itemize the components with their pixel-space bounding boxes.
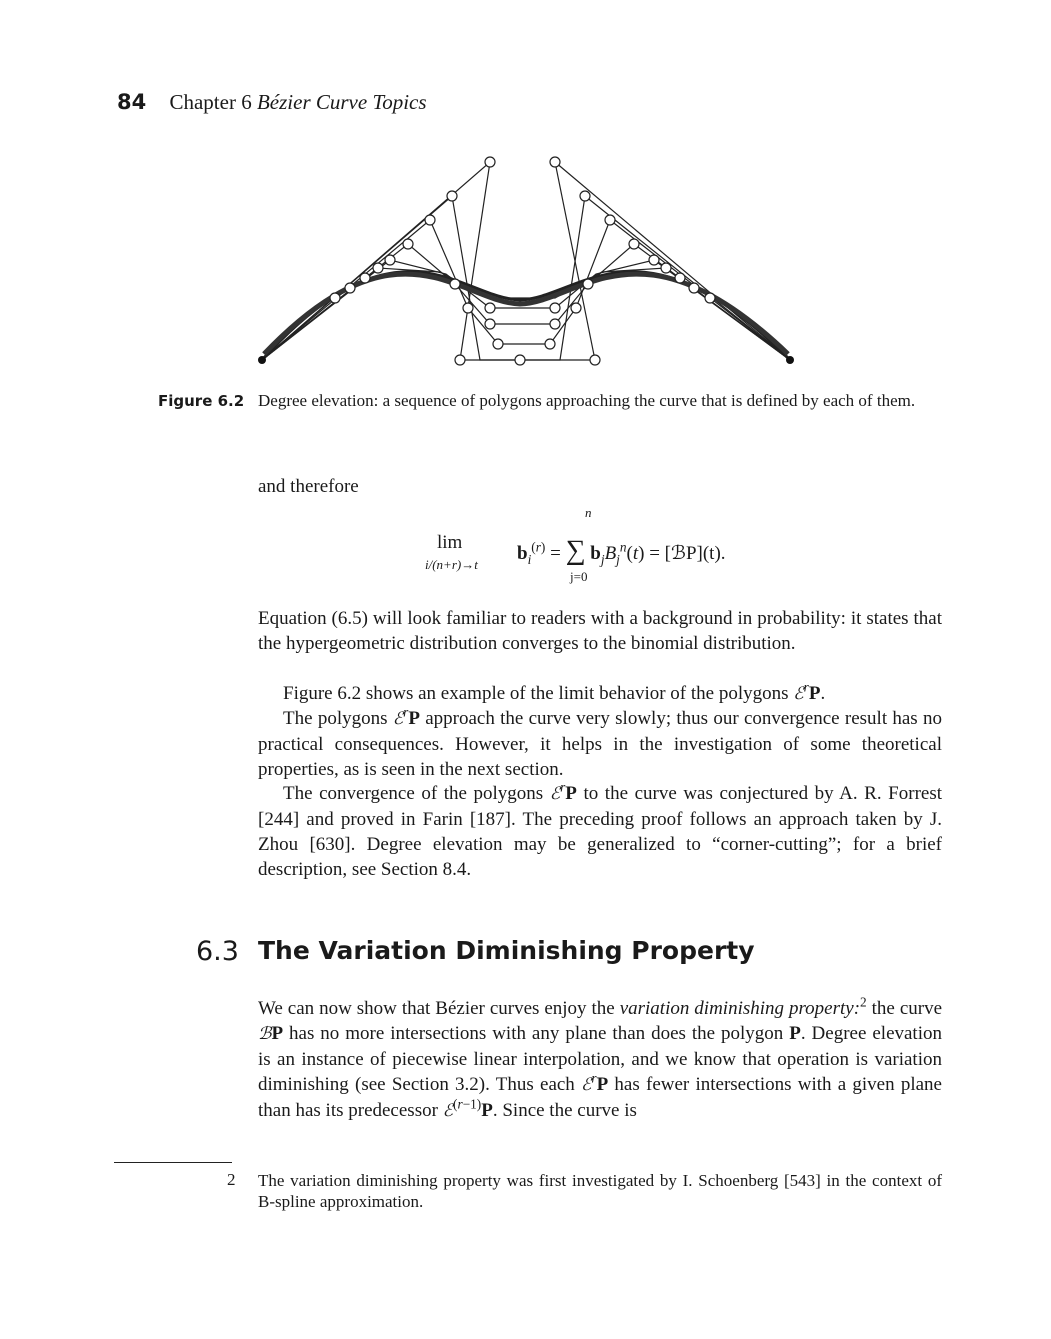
eq-lim: lim — [437, 532, 463, 553]
footnote-rule — [114, 1162, 232, 1163]
eq-body: $b_i^{(r)}$ = ∑ $b_jB_j^n(t)$ = [ℬP](t). — [517, 535, 726, 567]
endpoint-start — [258, 356, 266, 364]
paragraph-4: The convergence of the polygons ℰ$^r$P to the curve was conjectured by A. R. Forrest [244] and proved in Farin [187]. The preceding proof follows an approach taken by J. Zhou [630]. Degree elevation may be generalized to “corner-cutting”; for a brief description, see Section 8.4. — [258, 779, 942, 880]
endpoint-end — [786, 356, 794, 364]
bezier-curve — [262, 272, 790, 360]
eq-sum-bottom: j=0 — [570, 569, 588, 584]
elevated-polygon-1 — [262, 196, 790, 360]
degree-elevation-diagram — [250, 148, 810, 380]
footnote-number: 2 — [227, 1170, 236, 1189]
eq-rhs: = [ℬP](t). — [649, 543, 726, 564]
page-number: 84 — [117, 90, 147, 114]
footnote-ref: 2 — [860, 994, 867, 1010]
paragraph-3: The polygons ℰ$^r$P approach the curve very slowly; thus our convergence result has no practical consequences. However, it helps in the investigation of some theoretical properties, as is seen in the next section. — [258, 704, 942, 780]
elevated-polygon-4 — [262, 260, 790, 360]
section-title: The Variation Diminishing Property — [258, 936, 755, 965]
control-polygon — [262, 162, 790, 360]
figure-label: Figure 6.2 — [158, 392, 245, 410]
chapter-label: Chapter 6 — [169, 90, 252, 114]
paragraph-2: Figure 6.2 shows an example of the limit behavior of the polygons ℰ$^r$P. — [283, 679, 826, 704]
footnote-text: The variation diminishing property was first investigated by I. Schoenberg [543] in the context of B-spline approximation. — [258, 1171, 942, 1211]
eq-lim-sub: i/(n+r)→t — [425, 557, 478, 572]
eq-sum-top: n — [585, 505, 592, 520]
chapter-title: Bézier Curve Topics — [256, 90, 427, 114]
limit-equation — [425, 505, 845, 590]
section-number: 6.3 — [196, 936, 239, 967]
running-header — [117, 90, 427, 115]
lead-text: and therefore — [258, 476, 359, 497]
control-points — [330, 157, 715, 365]
figure-6-2-diagram — [250, 148, 810, 380]
elevated-polygon-5 — [262, 268, 790, 360]
paragraph-1: Equation (6.5) will look familiar to readers with a background in probability: it states that the hypergeometric distribution converges to the binomial distribution. — [258, 608, 942, 654]
figure-caption: Degree elevation: a sequence of polygons approaching the curve that is defined by each of them. — [258, 391, 916, 410]
section-paragraph: We can now show that Bézier curves enjoy the variation diminishing property:$^2$ the curve ℬP has no more intersections with any plane than does the polygon P. Degree elevation is an instance of piecewise linear interpolation, and we know that operation is variation diminishing (see Section 3.2). Thus each ℰ$^r$P has fewer intersections with a given plane than has its predecessor ℰ$^{(r-1)}$P. Since the curve is — [258, 994, 943, 1121]
